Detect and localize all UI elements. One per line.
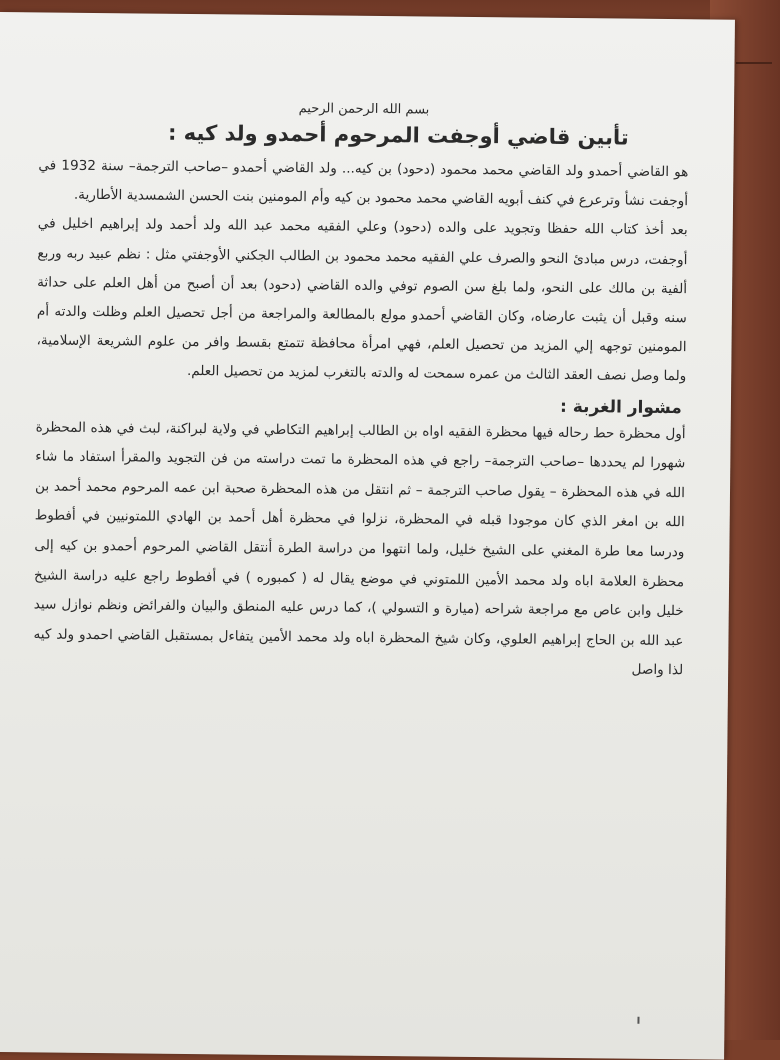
document-page	[0, 12, 735, 1060]
folder-edge-mark	[736, 62, 772, 64]
document-content	[33, 32, 690, 686]
section-heading: مشوار الغربة :	[559, 396, 682, 418]
intro-paragraph: هو القاضي أحمدو ولد القاضي محمد محمود (دحود) بن كيه... ولد القاضي أحمدو –صاحب الترجمة– سنة 1932 في أوجفت نشأ وترعرع في كنف أبويه القاضي محمد محمود بن كيه وأم المومنين بنت الحسن الشمسدية الأطارية.	[38, 157, 689, 210]
basmala: بسم الله الرحمن الرحيم	[298, 101, 430, 118]
education-paragraph: بعد أخذ كتاب الله حفظا وتجويد على والده (دحود) وعلي الفقيه محمد عبد الله ولد أحمد ولد إبراهيم اخليل في أوجفت، درس مبادئ النحو والصرف علي الفقيه محمد محمود بن الطالب الجكني الأوجفتي مثل : نظم عبيد ربه وربع ألفية بن مالك على النحو، ولما بلغ سن الصوم توفي والده القاضي (دحود) بعد أن أصبح من أهل العلم على حداثة سنه وقبل أن يثبت عارضاه، وكان القاضي أحمدو مولع بالمطالعة والمراجعة من أجل تحصيل العلم وظلت والدته أم المومنين توجهه إلي المزيد من تحصيل العلم، فهي امرأة محافظة تتمتع بقسط وافر من علوم الشريعة الإسلامية، ولما وصل نصف العقد الثالث من عمره سمحت له والدته بالتغرب لمزيد من تحصيل العلم.	[36, 215, 688, 385]
page-mark	[637, 1017, 639, 1024]
journey-paragraph: أول محظرة حط رحاله فيها محظرة الفقيه اواه بن الطالب إبراهيم التكاطي في ولاية لبراكنة، لبث في هذه المحظرة شهورا لم يحددها –صاحب الترجمة– راجع في هذه المحظرة ما تمت دراسته من فن التجويد والمقرأ استفاد ما شاء الله في هذه المحظرة – يقول صاحب الترجمة – ثم انتقل من هذه المحظرة صحبة ابن عمه المرحوم محمد أحمد بن الله بن امغر الذي كان موجودا قبله في المحظرة، نزلوا في محظرة أهل أحمد بن الهادي اللمتونيين في أفطوط ودرسا معا طرة المغني على الشيخ خليل، ولما انتهوا من دراسة الطرة أنتقل القاضي المرحوم أحمدو بن كيه إلى محظرة العلامة اباه ولد محمد الأمين اللمتوني في موضع يقال له ( كمبوره ) في أفطوط راجع عليه دراسة الشيخ خليل وابن عاص مع مراجعة شراحه (ميارة و التسولي )، كما درس عليه المنطق والبيان والفرائض ونظم نوازل سيد عبد الله بن الحاج إبراهيم العلوي، وكان شيخ المحظرة اباه ولد محمد الأمين يتفاءل بمستقبل القاضي احمدو ولد كيه لذا واصل	[33, 419, 686, 679]
document-title: تأبين قاضي أوجفت المرحوم أحمدو ولد كيه :	[167, 120, 629, 150]
